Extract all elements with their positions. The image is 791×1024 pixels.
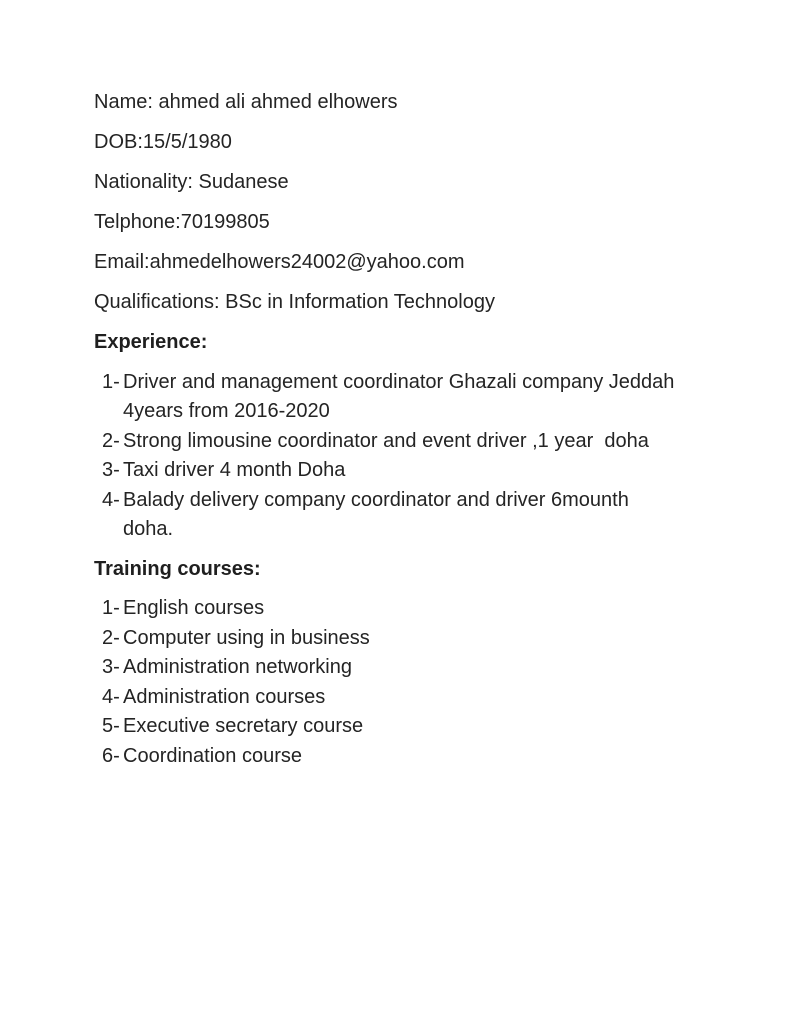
- list-item-text: Administration networking: [123, 656, 352, 678]
- nationality-line: Nationality: Sudanese: [94, 171, 289, 193]
- list-item-marker: 2-: [102, 626, 120, 649]
- list-item-text: Driver and management coordinator Ghazali company Jeddah 4years from 2016-2020: [123, 370, 680, 422]
- list-item-text: English courses: [123, 597, 265, 619]
- list-item-text: Administration courses: [123, 685, 326, 708]
- training-heading: Training courses:: [94, 557, 261, 580]
- list-item-marker: 1-: [102, 597, 120, 619]
- dob-line: DOB:15/5/1980: [94, 131, 232, 153]
- list-item: [102, 624, 751, 654]
- list-item-marker: 5-: [102, 715, 120, 737]
- name-line: Name: ahmed ali ahmed elhowers: [94, 91, 398, 113]
- list-item-marker: 1-: [102, 370, 120, 393]
- training-list: [102, 594, 751, 771]
- list-item: [102, 742, 751, 772]
- list-item-text: Computer using in business: [123, 626, 370, 649]
- list-item-marker: 4-: [102, 488, 120, 511]
- list-item-text: Taxi driver 4 month Doha: [123, 459, 346, 481]
- telephone-line: Telphone:70199805: [94, 211, 270, 233]
- qualifications-line: Qualifications: BSc in Information Technology: [94, 291, 495, 313]
- email-line: Email:ahmedelhowers24002@yahoo.com: [94, 251, 465, 273]
- list-item-text: Balady delivery company coordinator and driver 6mounth doha.: [123, 488, 635, 540]
- list-item-text: Strong limousine coordinator and event driver ,1 year doha: [123, 429, 649, 452]
- list-item-text: Coordination course: [123, 744, 302, 767]
- experience-list: [102, 368, 751, 545]
- list-item: [102, 427, 751, 457]
- list-item: [102, 712, 751, 742]
- experience-heading: Experience:: [94, 331, 208, 353]
- list-item: [102, 486, 751, 545]
- list-item-text: Executive secretary course: [123, 715, 364, 737]
- list-item: [102, 594, 751, 624]
- list-item: [102, 368, 751, 427]
- list-item-marker: 6-: [102, 744, 120, 767]
- list-item-marker: 2-: [102, 429, 120, 452]
- list-item: [102, 653, 751, 683]
- list-item: [102, 683, 751, 713]
- list-item-marker: 3-: [102, 459, 120, 481]
- list-item: [102, 456, 751, 486]
- list-item-marker: 4-: [102, 685, 120, 708]
- list-item-marker: 3-: [102, 656, 120, 678]
